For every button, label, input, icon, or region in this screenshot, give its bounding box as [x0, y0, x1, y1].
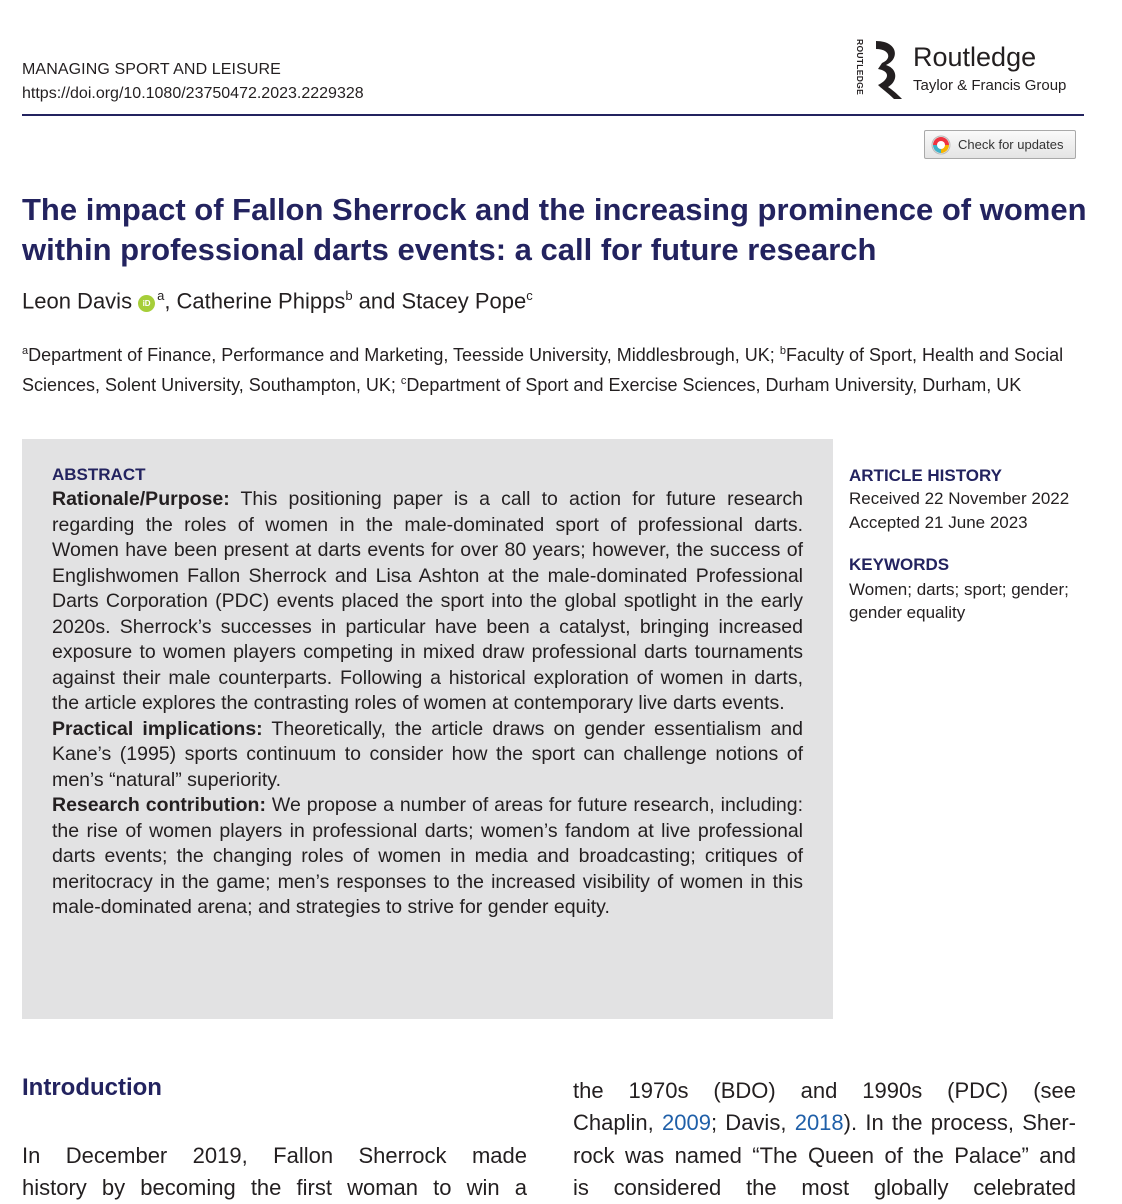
abstract-heading: ABSTRACT [52, 465, 146, 484]
publisher-name: Routledge [913, 42, 1037, 72]
author-name[interactable]: Stacey Pope [401, 288, 527, 314]
citation-link[interactable]: 2009 [661, 1110, 711, 1135]
received-date: Received 22 November 2022 [849, 489, 1070, 508]
header-divider [22, 114, 1084, 116]
journal-name: MANAGING SPORT AND LEISURE [22, 61, 281, 78]
citation-link[interactable]: 2018 [794, 1110, 844, 1135]
intro-right-line: the 1970s (BDO) and 1990s (PDC) (see [573, 1078, 1076, 1103]
publisher-logo-vertical: ROUTLEDGE [855, 38, 865, 96]
intro-right-line: is considered the most globally celebrated [573, 1175, 1076, 1200]
article-history-heading: ARTICLE HISTORY [849, 466, 1003, 485]
article-title: The impact of Fallon Sherrock and the increasing prominence of women within professional darts events: a call for future research [22, 192, 1087, 267]
keywords-heading: KEYWORDS [849, 555, 950, 574]
abstract-lead: Research contribution: [52, 794, 266, 816]
intro-right-line: Chaplin, 2009; Davis, 2018). In the process, Sher- [573, 1110, 1076, 1135]
abstract-paragraph: Research contribution: We propose a number of areas for future research, including: the rise of women players in professional darts; women’s fandom at live professional darts events; the changing roles of women in media and broadcasting; critiques of meritocracy in the game; men’s responses to the increased visibility of women in this male-dominated arena; and strategies to strive for gender equity. [52, 794, 803, 918]
affiliation-text: Department of Sport and Exercise Sciences, Durham University, Durham, UK [406, 375, 1022, 395]
author-name[interactable]: Leon Davis [22, 288, 133, 314]
crossmark-icon [931, 135, 951, 155]
author-affiliation-marker: c [526, 288, 533, 303]
affiliation-text: Faculty of Sport, Health and Social Sciences, Solent University, Southampton, UK; [22, 345, 1064, 395]
accepted-date: Accepted 21 June 2023 [849, 513, 1028, 532]
intro-left-line: In December 2019, Fallon Sherrock made [22, 1143, 527, 1168]
publisher-group: Taylor & Francis Group [913, 77, 1067, 94]
abstract-paragraph: Rationale/Purpose: This positioning paper is a call to action for future research regarding the roles of women in the male-dominated sport of professional darts. Women have been present at darts events for over 80 years; however, the success of Englishwomen Fallon Sherrock and Lisa Ashton at the male-dominated Professional Darts Corporation (PDC) events placed the sport into the global spotlight in the early 2020s. Sherrock’s successes in particular have been a catalyst, bringing increased exposure to women players competing in mixed draw professional darts tournaments against their male counterparts. Following a historical exploration of women in darts, the article explores the contrasting roles of women at contemporary live darts events. [52, 488, 803, 714]
doi-link[interactable]: https://doi.org/10.1080/23750472.2023.2229328 [22, 85, 364, 102]
introduction-heading: Introduction [22, 1074, 162, 1101]
intro-left-line: history by becoming the first woman to win a [22, 1175, 527, 1200]
author-name[interactable]: Catherine Phipps [176, 288, 346, 314]
check-for-updates-button[interactable] [924, 130, 1076, 159]
abstract-lead: Practical implications: [52, 717, 263, 740]
abstract-paragraph: Practical implications: Theoretically, the article draws on gender essentialism and Kane’s (1995) sports continuum to consider how the sport can challenge notions of men’s “natural” superiority. [52, 717, 803, 791]
affiliations: $^a$Department of Finance, Performance and Marketing, Teesside University, Middlesbrough, UK; $^b$Faculty of Sport, Health and Social Sciences, Solent University, Southampton, UK; $^c$Department of Sport and Exercise Sciences, Durham University, Durham, UK [22, 345, 1064, 395]
keywords-line: gender equality [849, 603, 966, 622]
keywords-line: Women; darts; sport; gender; [849, 580, 1069, 599]
author-affiliation-marker: a [157, 288, 165, 303]
routledge-logo-icon [868, 37, 908, 103]
abstract [52, 463, 803, 921]
orcid-icon[interactable]: iD [138, 295, 155, 312]
intro-right-line: rock was named “The Queen of the Palace” and [573, 1143, 1076, 1168]
affiliation-text: Department of Finance, Performance and Marketing, Teesside University, Middlesbrough, UK; [28, 345, 780, 365]
author-list: Leon Davis $iD^a$, Catherine Phipps$^b$ and Stacey Pope$^c$ [22, 288, 533, 314]
author-affiliation-marker: b [345, 288, 353, 303]
check-for-updates-label: Check for updates [958, 137, 1064, 152]
abstract-lead: Rationale/Purpose: [52, 488, 230, 510]
